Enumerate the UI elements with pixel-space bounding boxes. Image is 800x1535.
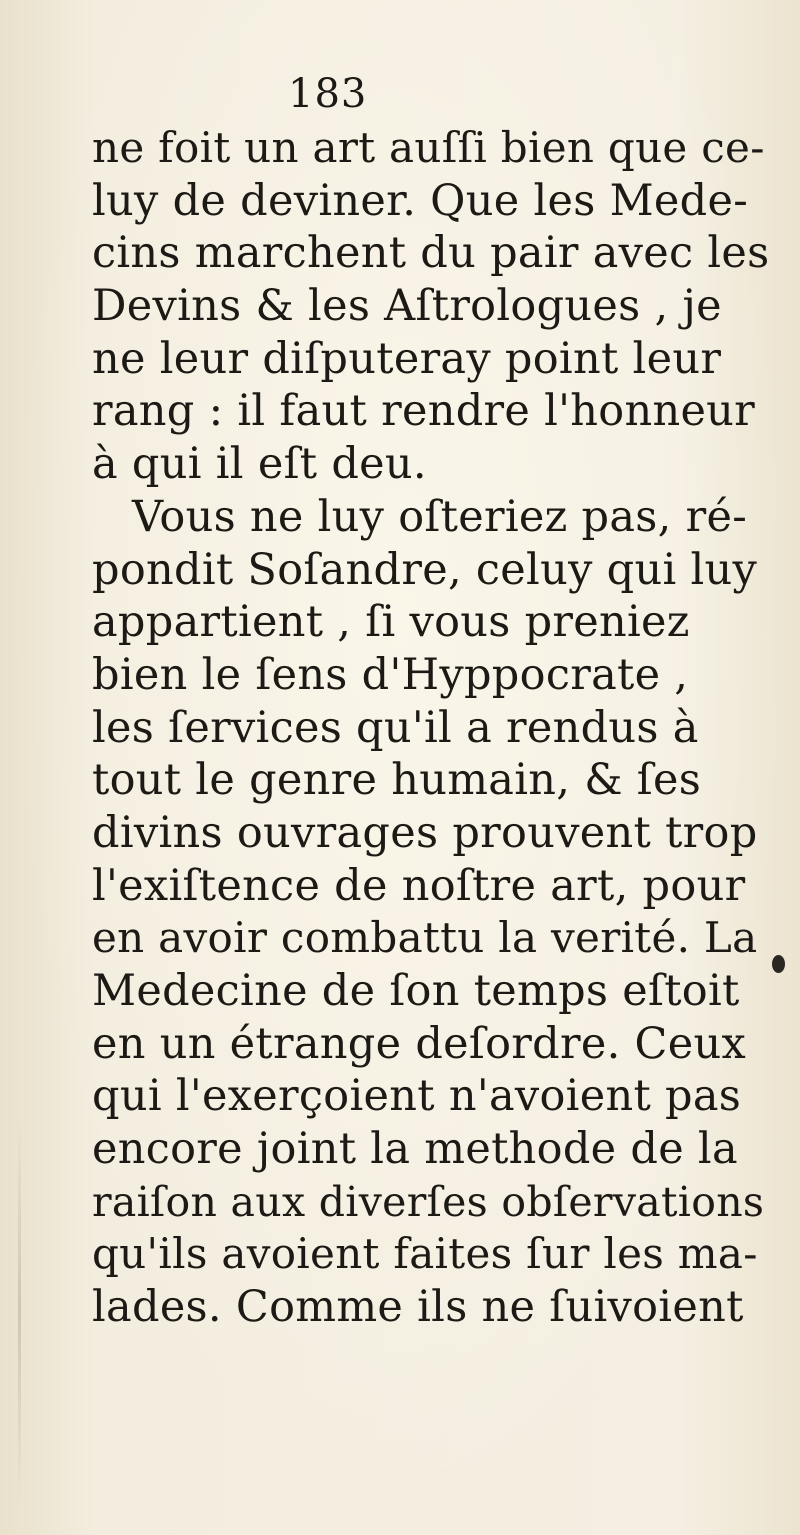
text-line: rang : il faut rendre l'honneur	[92, 386, 756, 437]
text-line: ne foit un art auſſi bien que ce-	[92, 123, 765, 172]
text-line: tout le genre humain, & ſes	[92, 755, 702, 806]
text-line: appartient , ſi vous preniez	[92, 597, 690, 648]
page-number: 183	[288, 71, 368, 117]
paper-crease	[18, 1120, 21, 1500]
text-line: Medecine de ſon temps eſtoit	[92, 966, 740, 1016]
text-line: ne leur diſputeray point leur	[92, 333, 722, 384]
text-line: en avoir combattu la verité. La	[92, 913, 758, 963]
text-line: Vous ne luy oſteriez pas, ré-	[132, 491, 748, 542]
text-line: pondit Soſandre, celuy qui luy	[92, 544, 758, 595]
ink-blot	[772, 955, 785, 973]
text-line: qui l'exerçoient n'avoient pas	[92, 1071, 742, 1122]
body-text	[92, 122, 770, 1334]
text-line: en un étrange deſordre. Ceux	[92, 1018, 747, 1069]
text-line: qu'ils avoient faites ſur les ma-	[92, 1229, 758, 1279]
text-line: Devins & les Aſtrologues , je	[92, 281, 722, 332]
text-line: raiſon aux diverſes obſervations	[92, 1177, 765, 1226]
text-line: divins ouvrages prouvent trop	[92, 807, 758, 858]
text-line: luy de deviner. Que les Mede-	[92, 175, 749, 226]
text-line: cins marchent du pair avec les	[92, 228, 770, 279]
text-line: bien le ſens d'Hyppocrate ,	[92, 649, 689, 700]
text-line: lades. Comme ils ne ſuivoient	[92, 1282, 744, 1333]
text-line: l'exiſtence de noſtre art, pour	[92, 860, 746, 911]
text-line: les ſervices qu'il a rendus à	[92, 702, 699, 753]
text-line: encore joint la methode de la	[92, 1124, 738, 1175]
text-line: à qui il eſt deu.	[92, 439, 427, 490]
